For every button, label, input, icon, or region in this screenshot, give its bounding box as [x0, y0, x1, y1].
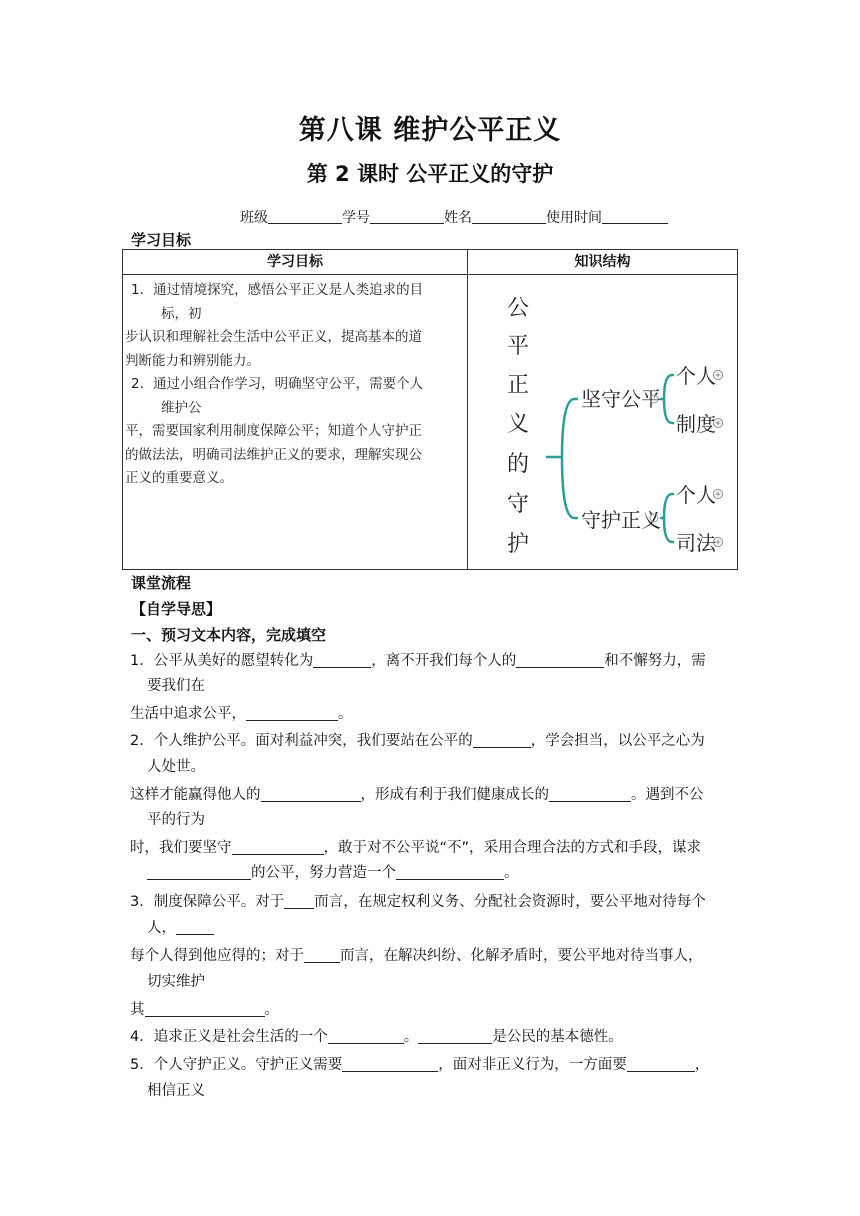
time-label: 使用时间 [546, 210, 602, 226]
self-study-heading: 【自学导思】 [131, 600, 222, 618]
objective-1-line2: 标，初 [161, 305, 202, 322]
q3-line3: 每个人得到他应得的；对于 而言，在解决纠纷、化解矛盾时，要公平地对待当事人， [130, 948, 703, 964]
q2-line5: 时，我们要坚守 ，敢于对不公平说“不”，采用合理合法的方式和手段，谋求 [130, 840, 702, 856]
mindmap-root-c2: 平 [506, 334, 530, 359]
objectives-table [122, 249, 738, 570]
page-subtitle: 第 2 课时 公平正义的守护 [306, 162, 554, 186]
blank[interactable] [261, 785, 361, 802]
flow-heading: 课堂流程 [131, 574, 192, 592]
objective-1-line3: 步认识和理解社会生活中公平正义，提高基本的道 [125, 329, 422, 345]
objective-2-line2: 维护公 [161, 399, 202, 416]
number-blank[interactable] [370, 209, 444, 224]
mindmap-leaf-2: 制度 [676, 412, 716, 436]
blank[interactable] [473, 731, 531, 748]
time-blank[interactable] [602, 209, 668, 224]
q1-line1: 1．公平从美好的愿望转化为 ，离不开我们每个人的 和不懈努力，需 [130, 653, 706, 669]
q2-line2: 人处世。 [147, 759, 205, 775]
objective-2-line1: 2．通过小组合作学习，明确坚守公平，需要个人 [131, 376, 424, 392]
mindmap-connector-2 [660, 494, 674, 542]
blank[interactable] [147, 863, 251, 880]
q5-line1: 5．个人守护正义。守护正义需要 ，面对非正义行为，一方面要 ， [130, 1057, 710, 1073]
q2-line6: 的公平，努力营造一个 。 [147, 863, 519, 883]
q3-line5: 其 。 [130, 1002, 279, 1018]
mindmap-root-c7: 护 [506, 532, 530, 557]
mindmap-leaf-3: 个人 [676, 483, 716, 507]
blank[interactable] [176, 918, 214, 935]
q2-line4: 平的行为 [147, 812, 205, 828]
blank[interactable] [396, 863, 504, 880]
mindmap-root-c4: 义 [506, 412, 530, 437]
student-info-line [240, 207, 668, 227]
objective-1-line1: 1．通过情境探究，感悟公平正义是人类追求的目 [131, 282, 424, 298]
q1-line3: 生活中追求公平， 。 [130, 706, 353, 722]
q5-line2: 相信正义 [147, 1083, 205, 1099]
mindmap-root-c1: 公 [506, 296, 530, 321]
mindmap-root-c6: 守 [506, 492, 530, 517]
knowledge-structure-cell [468, 275, 738, 570]
q2-line1: 2．个人维护公平。面对利益冲突，我们要站在公平的 ，学会担当，以公平之心为 [130, 733, 705, 749]
blank[interactable] [313, 651, 371, 668]
mindmap-leaf-1: 个人 [676, 364, 716, 388]
q1-line2: 要我们在 [147, 678, 205, 694]
q4-line1: 4．追求正义是社会生活的一个 。 是公民的基本德性。 [130, 1029, 623, 1045]
name-blank[interactable] [472, 209, 546, 224]
blank[interactable] [328, 1027, 404, 1044]
objective-2-line3: 平，需要国家利用制度保障公平；知道个人守护正 [125, 423, 422, 439]
mindmap-branch-1: 坚守公平 [581, 387, 661, 411]
blank[interactable] [145, 1000, 265, 1017]
mindmap-root-connector [546, 399, 578, 518]
class-label: 班级 [240, 210, 268, 226]
objective-2-line5: 正义的重要意义。 [125, 470, 233, 486]
objective-2-line4: 的做法法，明确司法维护正义的要求，理解实现公 [125, 446, 422, 463]
blank[interactable] [246, 704, 338, 721]
number-label: 学号 [342, 210, 370, 226]
objective-1-line4: 判断能力和辨别能力。 [125, 352, 260, 369]
structure-col-header: 知识结构 [468, 250, 738, 275]
blank[interactable] [418, 1027, 492, 1044]
mindmap-diagram [468, 275, 738, 567]
mindmap-leaf-4: 司法 [676, 531, 716, 555]
blank[interactable] [627, 1055, 695, 1072]
blank[interactable] [516, 651, 604, 668]
part1-heading: 一、预习文本内容，完成填空 [131, 626, 327, 644]
q3-line2: 人， [147, 918, 214, 938]
objectives-cell [123, 275, 468, 570]
blank[interactable] [342, 1055, 438, 1072]
page-title: 第八课 维护公平正义 [298, 115, 562, 146]
q2-line3: 这样才能赢得他人的 ，形成有利于我们健康成长的 。遇到不公 [130, 787, 704, 803]
class-blank[interactable] [268, 209, 342, 224]
name-label: 姓名 [444, 210, 472, 226]
blank[interactable] [549, 785, 631, 802]
mindmap-root-c5: 的 [506, 452, 530, 477]
objectives-heading: 学习目标 [131, 231, 192, 249]
blank[interactable] [304, 946, 340, 963]
blank[interactable] [232, 838, 324, 855]
q3-line1: 3．制度保障公平。对于 而言，在规定权利义务、分配社会资源时，要公平地对待每个 [130, 894, 706, 910]
q3-line4: 切实维护 [147, 974, 205, 990]
blank[interactable] [284, 892, 314, 909]
mindmap-root-c3: 正 [506, 373, 530, 398]
objectives-col-header: 学习目标 [123, 250, 468, 275]
mindmap-connector-1 [660, 375, 674, 423]
mindmap-branch-2: 守护正义 [581, 508, 661, 532]
